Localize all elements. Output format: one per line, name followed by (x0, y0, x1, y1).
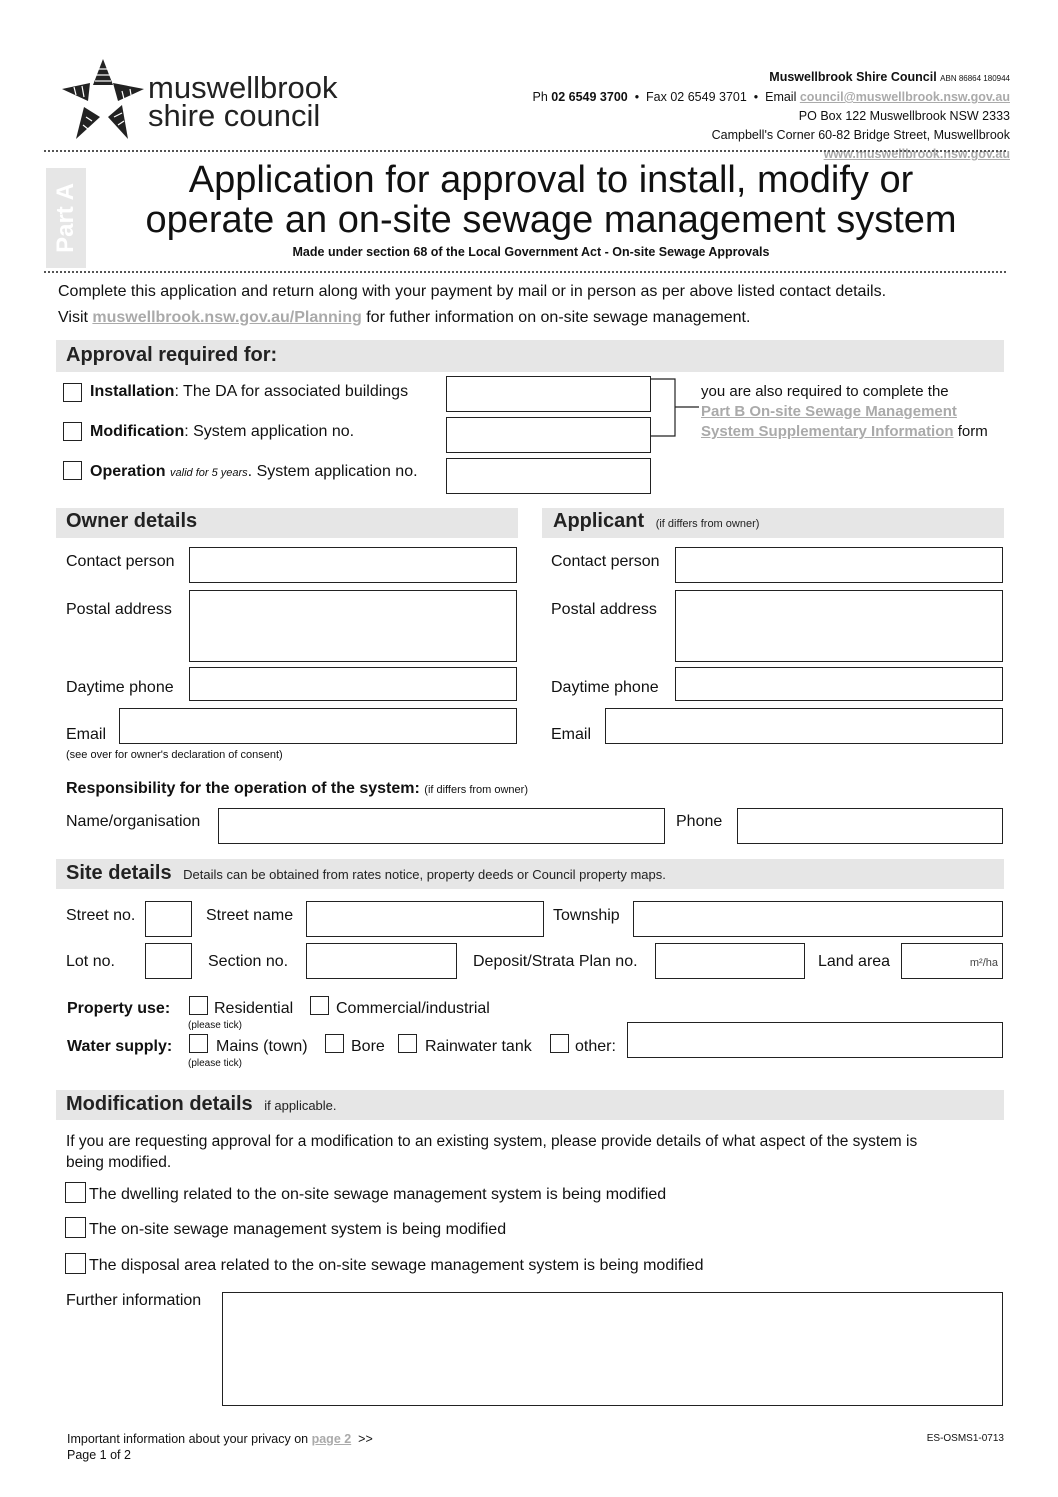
abn: ABN 86864 180944 (940, 74, 1010, 83)
title-subtitle: Made under section 68 of the Local Government Act - On-site Sewage Approvals (292, 245, 770, 259)
responsibility-heading-note: (if differs from owner) (424, 784, 528, 796)
commercial-label: Commercial/industrial (336, 1000, 490, 1017)
deposit-input[interactable] (655, 943, 805, 979)
title-line-2: operate an on-site sewage management system (145, 199, 957, 241)
rainwater-label: Rainwater tank (425, 1038, 532, 1055)
privacy-text: Important information about your privacy on (67, 1432, 309, 1446)
operation-bold: Operation (90, 463, 166, 480)
modification-intro (66, 1131, 1006, 1173)
applicant-contact-input[interactable] (675, 547, 1003, 583)
applicant-email-input[interactable] (605, 708, 1003, 744)
logo-line-1: muswellbrook (148, 70, 338, 105)
street-no-label: Street no. (66, 907, 136, 924)
owner-email-label: Email (66, 726, 107, 743)
rainwater-checkbox[interactable] (398, 1034, 417, 1053)
applicant-contact-label: Contact person (551, 553, 660, 570)
operation-checkbox[interactable] (63, 461, 82, 480)
water-supply-label: Water supply: (67, 1038, 173, 1055)
website-link[interactable]: www.muswellbrook.nsw.gov.au (823, 147, 1010, 161)
installation-rest: : The DA for associated buildings (174, 383, 409, 400)
applicant-phone-input[interactable] (675, 667, 1003, 701)
site-heading-note: Details can be obtained from rates notice, property deeds or Council property maps. (183, 867, 666, 882)
owner-consent-note: (see over for owner's declaration of consent) (66, 749, 283, 761)
owner-postal-label: Postal address (66, 601, 172, 618)
bore-checkbox[interactable] (325, 1034, 344, 1053)
privacy-arrows: >> (358, 1432, 373, 1446)
mains-label: Mains (town) (216, 1038, 308, 1055)
modification-heading (66, 1093, 337, 1116)
responsibility-heading (66, 780, 528, 798)
modification-rest: : System application no. (184, 423, 355, 440)
street-no-input[interactable] (145, 901, 192, 937)
lot-label: Lot no. (66, 953, 115, 970)
modification-intro-2: being modified. (66, 1154, 172, 1171)
planning-link[interactable]: muswellbrook.nsw.gov.au/Planning (92, 309, 362, 326)
applicant-email-label: Email (551, 726, 592, 743)
owner-email-input[interactable] (119, 708, 517, 744)
phone-label: Ph (532, 90, 548, 104)
other-water-label: other: (575, 1038, 616, 1055)
privacy-note (67, 1432, 373, 1446)
logo-text (148, 70, 338, 133)
approval-heading: Approval required for: (66, 344, 278, 366)
part-b-note-end: form (957, 423, 988, 440)
logo-line-2: shire council (148, 98, 321, 133)
modification-application-input[interactable] (446, 417, 651, 453)
township-input[interactable] (633, 901, 1003, 937)
bracket-connector (651, 376, 701, 456)
owner-heading: Owner details (66, 510, 198, 532)
site-heading-text: Site details (66, 862, 172, 884)
responsibility-phone-label: Phone (676, 813, 723, 830)
council-email-link[interactable]: council@muswellbrook.nsw.gov.au (799, 90, 1010, 104)
modification-bold: Modification (90, 423, 185, 440)
installation-checkbox[interactable] (63, 383, 82, 402)
section-input[interactable] (306, 943, 457, 979)
responsibility-phone-input[interactable] (737, 808, 1003, 844)
separator: • (634, 90, 640, 104)
system-modified-checkbox[interactable] (65, 1217, 86, 1238)
page-number: Page 1 of 2 (67, 1448, 131, 1462)
responsibility-name-label: Name/organisation (66, 813, 201, 830)
visit-text: Visit (58, 309, 88, 326)
divider-top (44, 150, 1006, 152)
installation-label (90, 383, 408, 401)
form-code: ES-OSMS1-0713 (926, 1433, 1004, 1444)
divider-title (44, 271, 1006, 273)
operation-validity: valid for 5 years (170, 467, 248, 479)
disposal-modified-label: The disposal area related to the on-site sewage management system is being modified (89, 1257, 704, 1274)
operation-application-input[interactable] (446, 458, 651, 494)
further-info-label: Further information (66, 1292, 202, 1309)
lot-input[interactable] (145, 943, 192, 979)
operation-label (90, 463, 418, 481)
email-label: Email (765, 90, 797, 104)
other-water-checkbox[interactable] (550, 1034, 569, 1053)
page-title (96, 160, 1006, 240)
title-line-1: Application for approval to install, modify or (188, 159, 914, 201)
modification-checkbox[interactable] (63, 422, 82, 441)
owner-postal-input[interactable] (189, 590, 517, 662)
applicant-postal-label: Postal address (551, 601, 657, 618)
land-area-label: Land area (818, 953, 891, 970)
property-use-label: Property use: (67, 1000, 171, 1017)
deposit-label: Deposit/Strata Plan no. (473, 953, 638, 970)
site-heading (66, 862, 666, 885)
phone-number: 02 6549 3700 (551, 90, 628, 104)
applicant-postal-input[interactable] (675, 590, 1003, 662)
part-b-note (701, 382, 1001, 442)
part-a-tab (46, 168, 86, 268)
dwelling-modified-checkbox[interactable] (65, 1182, 86, 1203)
installation-input[interactable] (446, 376, 651, 412)
further-info-textarea[interactable] (222, 1292, 1003, 1406)
fax-number: Fax 02 6549 3701 (646, 90, 747, 104)
owner-phone-label: Daytime phone (66, 679, 174, 696)
residential-label: Residential (214, 1000, 294, 1017)
owner-contact-label: Contact person (66, 553, 175, 570)
land-area-unit: m²/ha (969, 957, 998, 969)
installation-bold: Installation (90, 383, 175, 400)
council-logo-icon (58, 55, 148, 143)
owner-contact-input[interactable] (189, 547, 517, 583)
privacy-page-link[interactable]: page 2 (311, 1432, 352, 1446)
township-label: Township (553, 907, 620, 924)
owner-phone-input[interactable] (189, 667, 517, 701)
modification-heading-note: if applicable. (264, 1098, 337, 1113)
operation-rest: . System application no. (247, 463, 418, 480)
commercial-checkbox[interactable] (310, 996, 329, 1015)
modification-intro-1: If you are requesting approval for a modification to an existing system, please provide details of what aspect of the system is (66, 1133, 918, 1150)
mains-checkbox[interactable] (189, 1034, 208, 1053)
other-water-input[interactable] (627, 1022, 1003, 1058)
intro-line-1: Complete this application and return along with your payment by mail or in person as per above listed contact details. (58, 283, 887, 300)
section-label: Section no. (208, 953, 289, 970)
applicant-phone-label: Daytime phone (551, 679, 659, 696)
bore-label: Bore (351, 1038, 385, 1055)
intro-line-2-rest: for futher information on on-site sewage management. (366, 309, 751, 326)
street-name-label: Street name (206, 907, 294, 924)
part-b-link-line-1[interactable]: Part B On-site Sewage Management (701, 403, 957, 420)
dwelling-modified-label: The dwelling related to the on-site sewage management system is being modified (89, 1186, 667, 1203)
intro-line-2 (58, 309, 750, 327)
system-modified-label: The on-site sewage management system is being modified (89, 1221, 507, 1238)
modification-label (90, 423, 354, 441)
land-area-input[interactable] (901, 943, 1003, 979)
part-a-label: Part A (52, 183, 79, 253)
applicant-heading-note: (if differs from owner) (655, 518, 760, 530)
street-address: Campbell's Corner 60-82 Bridge Street, Muswellbrook (711, 128, 1010, 142)
org-name: Muswellbrook Shire Council (769, 70, 937, 84)
applicant-heading-text: Applicant (553, 510, 645, 532)
part-b-link-line-2[interactable]: System Supplementary Information (701, 423, 954, 440)
applicant-heading (553, 510, 759, 533)
modification-heading-text: Modification details (66, 1093, 253, 1115)
please-tick-1: (please tick) (188, 1020, 242, 1031)
separator: • (753, 90, 759, 104)
part-b-note-line-1: you are also required to complete the (701, 383, 949, 400)
residential-checkbox[interactable] (189, 996, 208, 1015)
disposal-modified-checkbox[interactable] (65, 1253, 86, 1274)
please-tick-2: (please tick) (188, 1058, 242, 1069)
street-name-input[interactable] (306, 901, 544, 937)
po-box: PO Box 122 Muswellbrook NSW 2333 (798, 109, 1010, 123)
responsibility-name-input[interactable] (218, 808, 665, 844)
responsibility-heading-text: Responsibility for the operation of the system: (66, 780, 420, 797)
